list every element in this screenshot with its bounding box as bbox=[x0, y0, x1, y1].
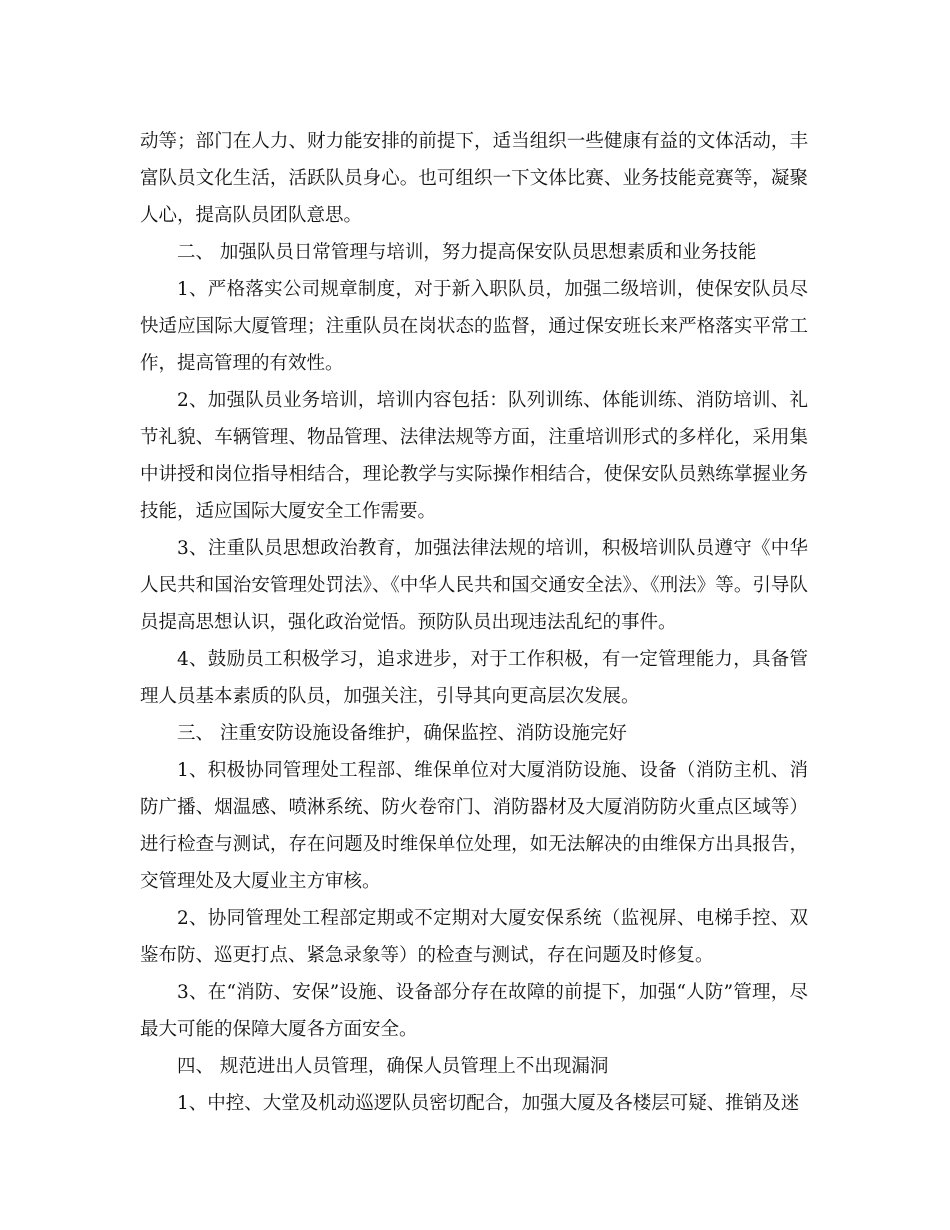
paragraph-2-4: 4、鼓励员工积极学习，追求进步，对于工作积极，有一定管理能力，具备管理人员基本素质的队员，加强关注，引导其向更高层次发展。 bbox=[140, 649, 808, 707]
paragraph-continuation: 动等；部门在人力、财力能安排的前提下，适当组织一些健康有益的文体活动，丰富队员文化生活，活跃队员身心。也可组织一下文体比赛、业务技能竞赛等，凝聚人心，提高队员团队意思。 bbox=[140, 131, 808, 226]
section-heading-3: 三、 注重安防设施设备维护，确保监控、消防设施完好 bbox=[177, 723, 627, 744]
paragraph-3-1: 1、积极协同管理处工程部、维保单位对大厦消防设施、设备（消防主机、消防广播、烟温感、喷淋系统、防火卷帘门、消防器材及大厦消防防火重点区域等）进行检查与测试，存在问题及时维保单位处理，如无法解决的由维保方出具报告，交管理处及大厦业主方审核。 bbox=[140, 760, 808, 892]
paragraph-2-3: 3、注重队员思想政治教育，加强法律法规的培训，积极培训队员遵守《中华人民共和国治安管理处罚法》、《中华人民共和国交通安全法》、《刑法》等。引导队员提高思想认识，强化政治觉悟。预防队员出现违法乱纪的事件。 bbox=[140, 538, 808, 633]
paragraph-4-1: 1、中控、大堂及机动巡逻队员密切配合，加强大厦及各楼层可疑、推销及迷 bbox=[177, 1093, 800, 1114]
document-body bbox=[140, 123, 808, 1122]
section-heading-2: 二、 加强队员日常管理与培训，努力提高保安队员思想素质和业务技能 bbox=[177, 242, 757, 263]
paragraph-3-2: 2、协同管理处工程部定期或不定期对大厦安保系统（监视屏、电梯手控、双鉴布防、巡更打点、紧急录象等）的检查与测试，存在问题及时修复。 bbox=[140, 908, 808, 966]
paragraph-3-3: 3、在“消防、安保”设施、设备部分存在故障的前提下，加强“人防”管理，尽最大可能的保障大厦各方面安全。 bbox=[140, 982, 808, 1040]
section-heading-4: 四、 规范进出人员管理，确保人员管理上不出现漏洞 bbox=[177, 1056, 609, 1077]
paragraph-2-2: 2、加强队员业务培训，培训内容包括：队列训练、体能训练、消防培训、礼节礼貌、车辆管理、物品管理、法律法规等方面，注重培训形式的多样化，采用集中讲授和岗位指导相结合，理论教学与实际操作相结合，使保安队员熟练掌握业务技能，适应国际大厦安全工作需要。 bbox=[140, 390, 808, 522]
paragraph-2-1: 1、严格落实公司规章制度，对于新入职队员，加强二级培训，使保安队员尽快适应国际大厦管理；注重队员在岗状态的监督，通过保安班长来严格落实平常工作，提高管理的有效性。 bbox=[140, 279, 808, 374]
